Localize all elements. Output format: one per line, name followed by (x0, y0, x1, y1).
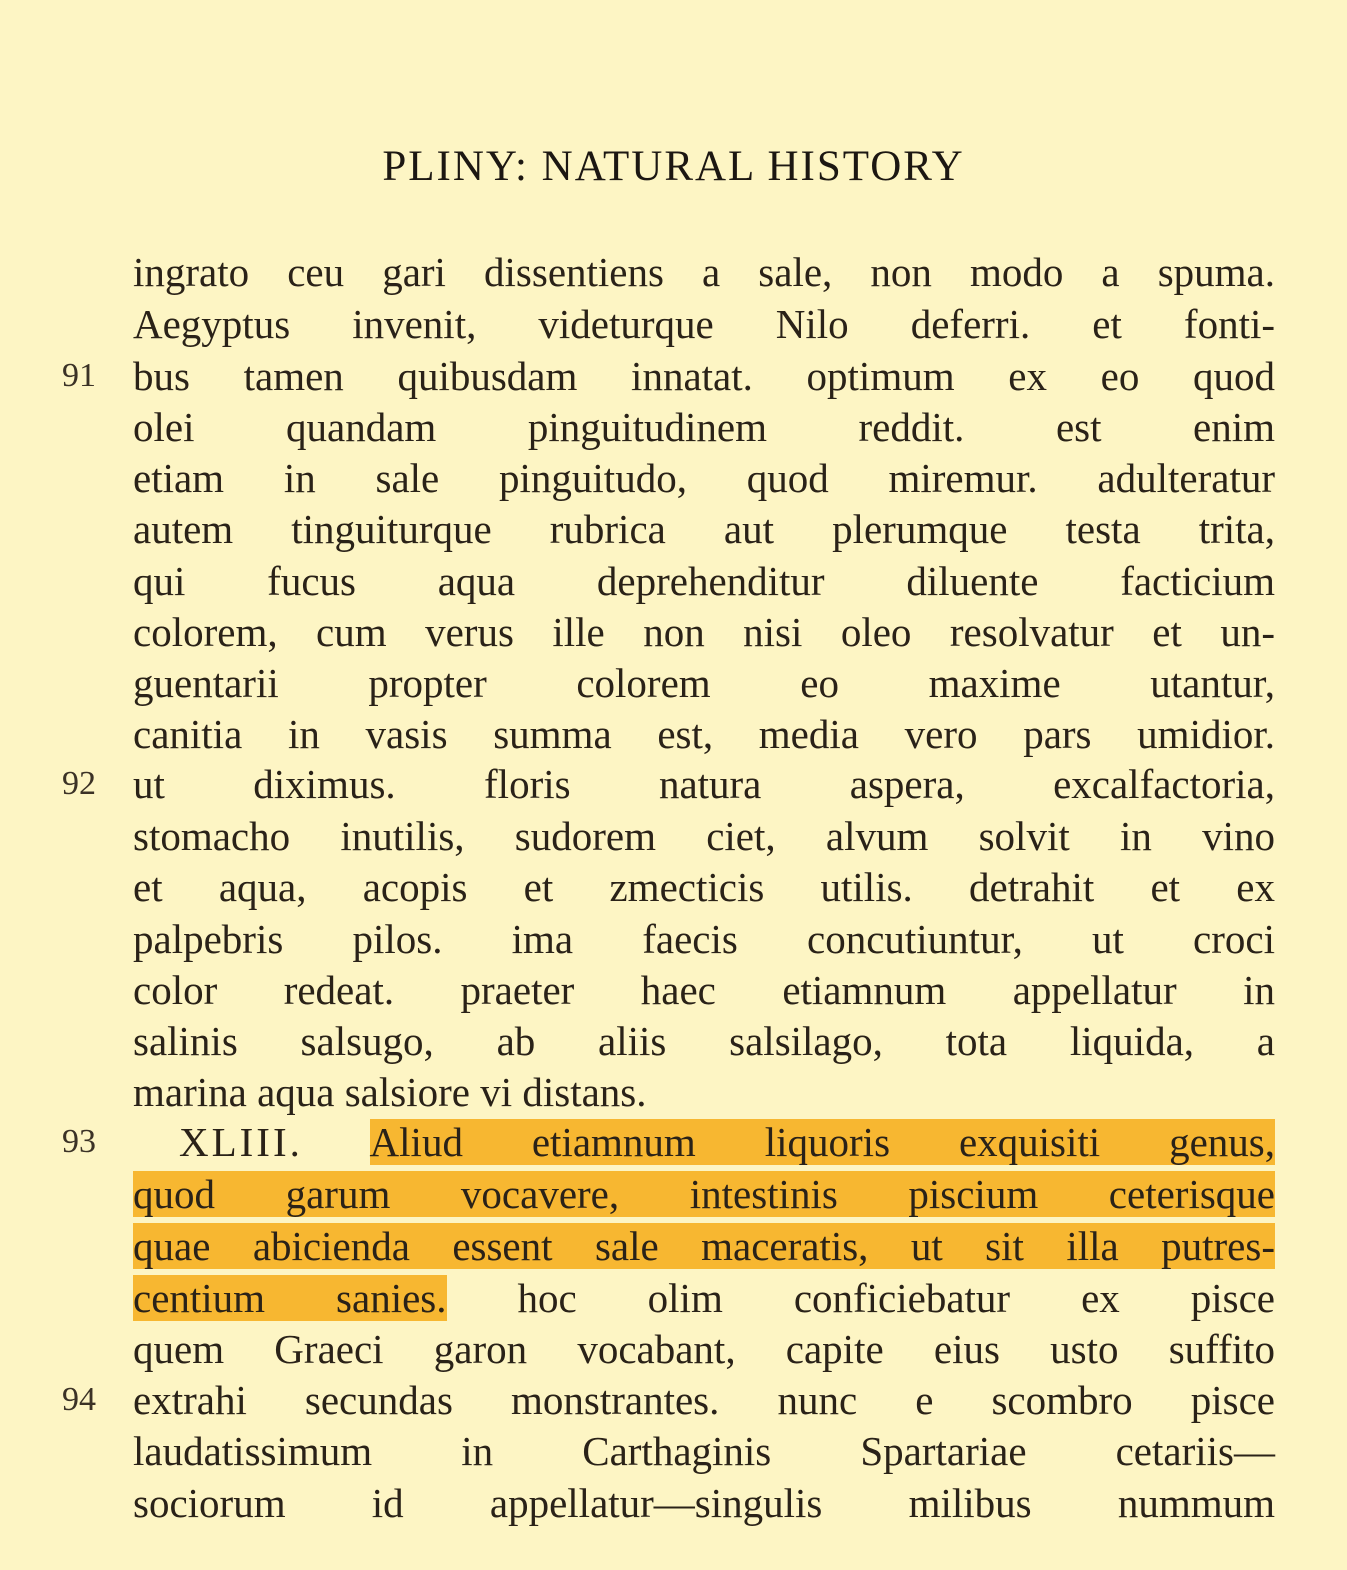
chapter-label: XLIII. (179, 1119, 303, 1165)
text-line: salinis salsugo, ab aliis salsilago, tota liquida, a (133, 1018, 1275, 1064)
text-line: palpebris pilos. ima faecis concutiuntur, ut croci (133, 916, 1275, 962)
text-line: qui fucus aqua deprehenditur diluente facticium (133, 558, 1275, 604)
text-line: extrahi secundas monstrantes. nunc e scombro pisce (133, 1377, 1275, 1423)
text-line: autem tinguiturque rubrica aut plerumque testa trita, (133, 506, 1275, 552)
highlighted-text: quod garum vocavere, intestinis piscium ceterisque (133, 1171, 1275, 1217)
margin-number-91: 91 (62, 357, 96, 394)
highlighted-text: Aliud etiamnum liquoris exquisiti genus, (369, 1119, 1275, 1165)
text-line: et aqua, acopis et zmecticis utilis. detrahit et ex (133, 864, 1275, 910)
text-line: quem Graeci garon vocabant, capite eius usto suffito (133, 1326, 1275, 1372)
margin-number-93: 93 (62, 1123, 96, 1160)
text-line: guentarii propter colorem eo maxime utantur, (133, 660, 1275, 706)
text-line: stomacho inutilis, sudorem ciet, alvum solvit in vino (133, 813, 1275, 859)
text-line: olei quandam pinguitudinem reddit. est enim (133, 404, 1275, 450)
text-span: hoc olim conficiebatur ex pisce (517, 1275, 1275, 1321)
highlighted-text: quae abicienda essent sale maceratis, ut sit illa putres- (133, 1223, 1275, 1269)
text-line: canitia in vasis summa est, media vero pars umidior. (133, 711, 1275, 757)
text-line (133, 1220, 1275, 1272)
text-line: Aegyptus invenit, videturque Nilo deferri. et fonti- (133, 301, 1275, 347)
text-line: marina aqua salsiore vi distans. (133, 1069, 647, 1115)
text-line: etiam in sale pinguitudo, quod miremur. adulteratur (133, 455, 1275, 501)
text-line: ut diximus. floris natura aspera, excalfactoria, (133, 761, 1275, 807)
text-line: ingrato ceu gari dissentiens a sale, non modo a spuma. (133, 249, 1275, 295)
text-line: colorem, cum verus ille non nisi oleo resolvatur et un- (133, 609, 1275, 655)
text-line (133, 1272, 1275, 1324)
chapter-line (133, 1116, 1275, 1168)
highlighted-text: centium sanies. (133, 1275, 447, 1321)
text-line (133, 1168, 1275, 1220)
text-line: bus tamen quibusdam innatat. optimum ex eo quod (133, 353, 1275, 399)
margin-number-94: 94 (62, 1381, 96, 1418)
running-head: PLINY: NATURAL HISTORY (382, 143, 965, 190)
text-line: color redeat. praeter haec etiamnum appellatur in (133, 967, 1275, 1013)
margin-number-92: 92 (62, 765, 96, 802)
text-line: sociorum id appellatur—singulis milibus nummum (133, 1480, 1275, 1526)
text-line: laudatissimum in Carthaginis Spartariae cetariis— (133, 1428, 1275, 1474)
